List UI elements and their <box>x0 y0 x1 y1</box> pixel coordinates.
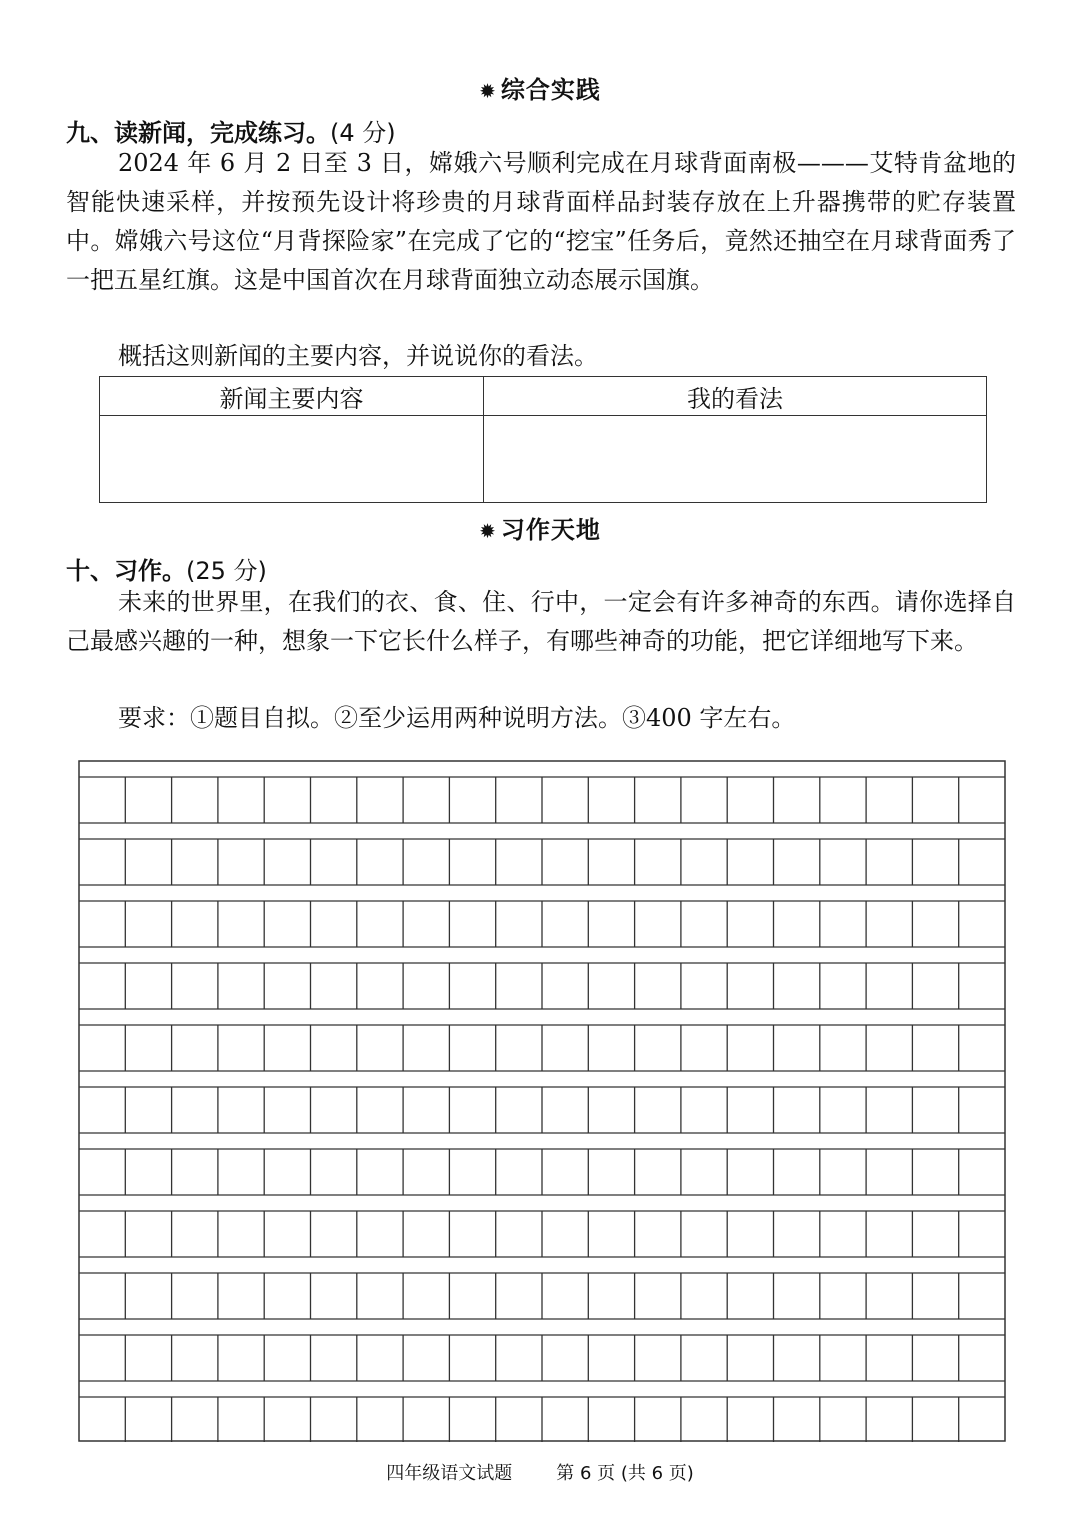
answer-cell-main-content[interactable] <box>100 416 484 503</box>
footer-subject: 四年级语文试题 <box>386 1463 513 1484</box>
table-header-main-content: 新闻主要内容 <box>100 377 484 416</box>
question-9-score: (4 分) <box>330 119 396 147</box>
table-header-my-opinion: 我的看法 <box>484 377 987 416</box>
section-heading-practice <box>0 70 1080 105</box>
question-10-label: 十、习作。 <box>66 557 186 585</box>
writing-prompt: 未来的世界里，在我们的衣、食、住、行中，一定会有许多神奇的东西。请你选择自己最感兴趣的一种，想象一下它长什么样子，有哪些神奇的功能，把它详细地写下来。 <box>66 588 1016 655</box>
writing-requirements: 要求：①题目自拟。②至少运用两种说明方法。③400 字左右。 <box>118 704 796 732</box>
section-heading-writing <box>0 510 1080 545</box>
page-footer <box>0 1459 1080 1485</box>
section-title: 习作天地 <box>500 516 601 544</box>
writing-grid[interactable] <box>78 760 1006 1442</box>
footer-page-number: 第 6 页 (共 6 页) <box>556 1463 694 1484</box>
question-9-title <box>66 113 396 148</box>
section-title: 综合实践 <box>500 76 601 104</box>
question-9-instruction: 概括这则新闻的主要内容，并说说你的看法。 <box>118 342 598 370</box>
star-icon: ✹ <box>479 79 497 103</box>
answer-cell-my-opinion[interactable] <box>484 416 987 503</box>
news-paragraph: 2024 年 6 月 2 日至 3 日，嫦娥六号顺利完成在月球背面南极———艾特肯盆地的智能快速采样，并按预先设计将珍贵的月球背面样品封装存放在上升器携带的贮存装置中。嫦娥六号这位“月背探险家”在完成了它的“挖宝”任务后，竟然还抽空在月球背面秀了一把五星红旗。这是中国首次在月球背面独立动态展示国旗。 <box>66 149 1016 294</box>
star-icon: ✹ <box>479 519 497 543</box>
question-10-title <box>66 551 267 586</box>
question-9-label: 九、读新闻，完成练习。 <box>66 119 330 147</box>
answer-table <box>99 376 987 503</box>
question-10-score: (25 分) <box>186 557 267 585</box>
